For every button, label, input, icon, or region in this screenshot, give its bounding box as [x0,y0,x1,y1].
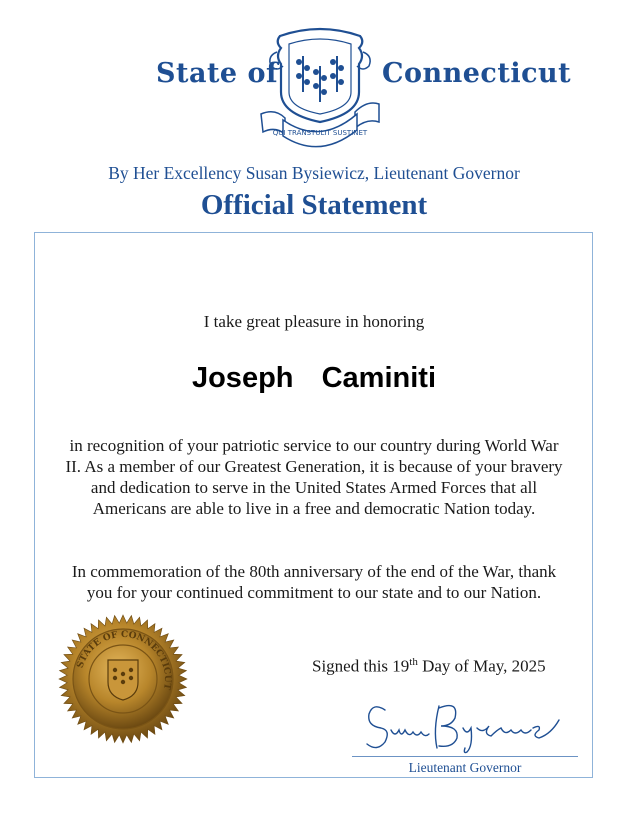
signed-date-suffix: Day of May, 2025 [417,656,546,676]
recognition-paragraph: in recognition of your patriotic service to our country during World War II. As a member of our Greatest Generation, it is because of your bravery and dedication to serve in the United States Armed Forces that all Americans are able to live in a free and democratic Nation today. [65,436,563,518]
signed-date-prefix: Signed this 19 [312,656,410,676]
gold-seal-icon [58,614,188,744]
page-title: Official Statement [200,189,428,221]
signer-title: Lieutenant Governor [408,760,522,775]
commemoration-paragraph: In commemoration of the 80th anniversary of the end of the War, thank you for your continued commitment to our state and to our Nation. [71,562,557,602]
state-of-heading: State of [156,58,279,89]
signed-date [312,656,546,677]
motto-text: QUI TRANSTULIT SUSTINET [272,129,368,137]
state-crest-icon [255,22,385,150]
seal-text: STATE OF CONNECTICUT [75,629,173,691]
signature-line [352,756,578,757]
connecticut-heading: Connecticut [382,58,572,89]
certificate-header [0,0,628,160]
intro-text: I take great pleasure in honoring [203,312,425,331]
handwritten-signature [355,690,575,756]
signed-date-ordinal: th [409,656,418,668]
byline: By Her Excellency Susan Bysiewicz, Lieutenant Governor [108,163,520,183]
honoree-name: Joseph Caminiti [191,362,437,394]
